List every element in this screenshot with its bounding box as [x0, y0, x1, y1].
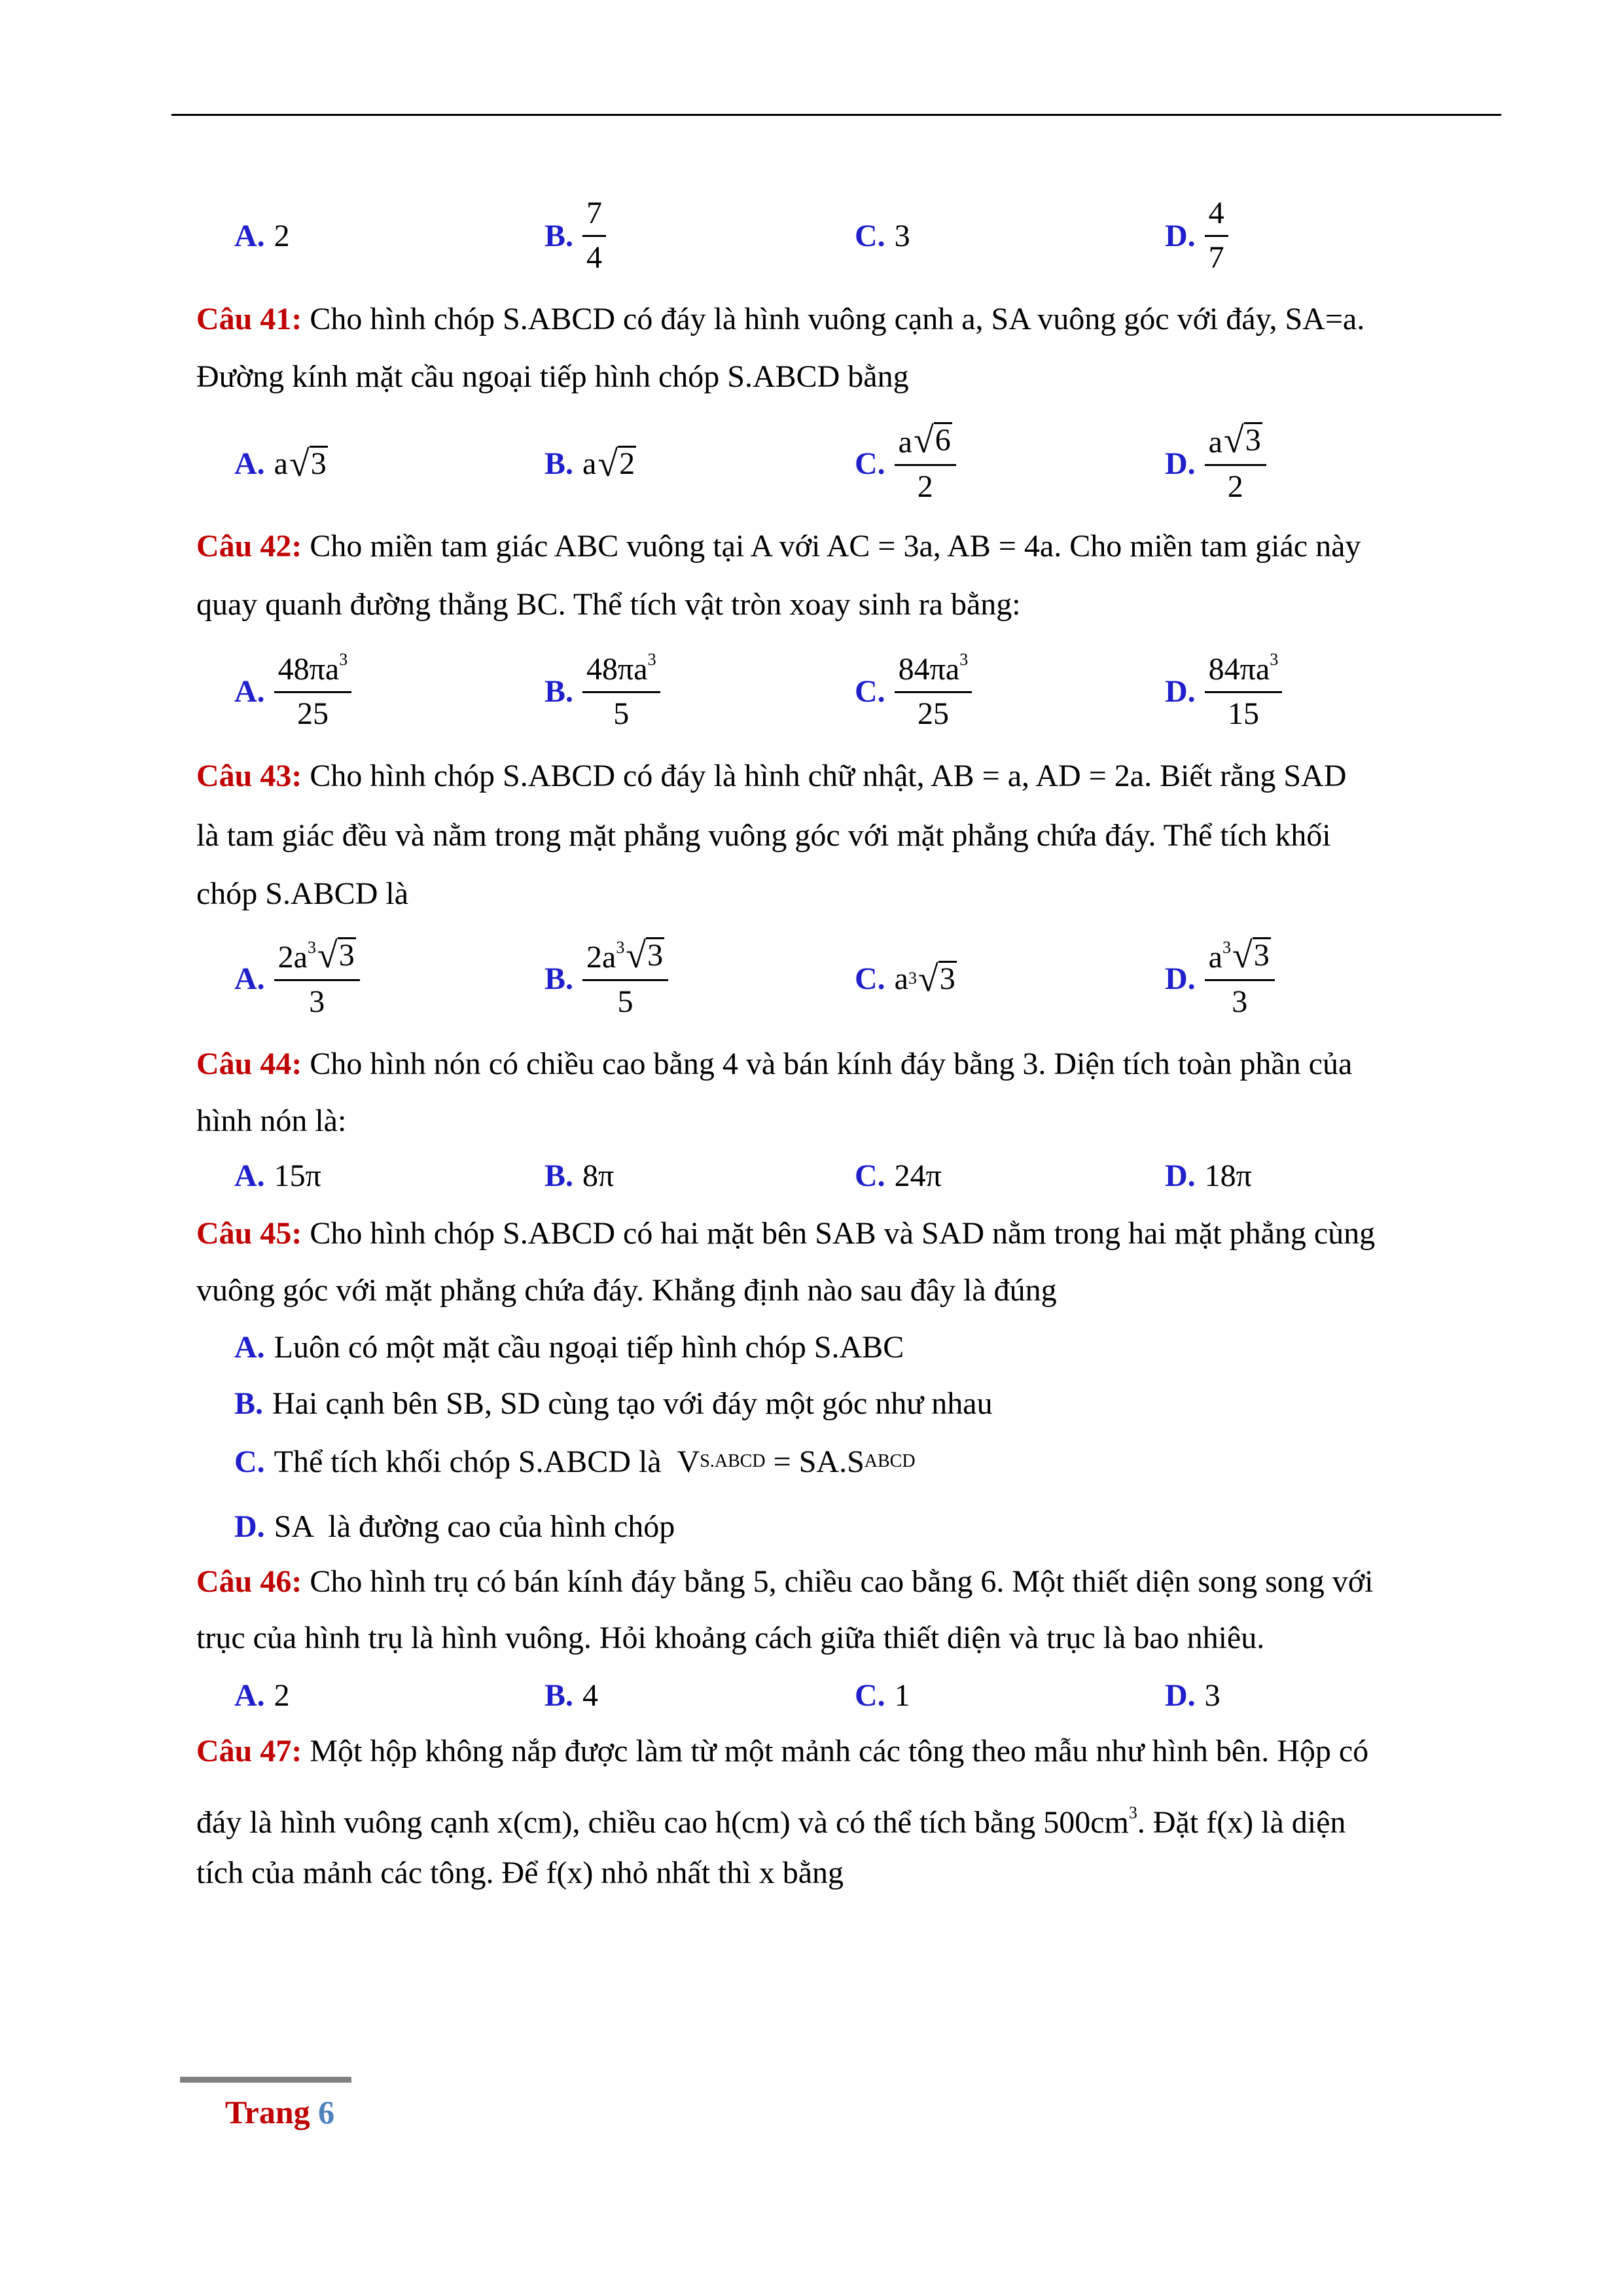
- q43-line-1: [196, 757, 1346, 796]
- sqrt: √ 2: [597, 444, 635, 485]
- option-label: D.: [1165, 1677, 1196, 1713]
- option-label: A.: [234, 1329, 265, 1365]
- q47-line-3: tích của mảnh các tông. Để f(x) nhỏ nhất thì x bằng: [196, 1856, 844, 1890]
- q42-option-d: [1165, 652, 1282, 730]
- option-value: 3: [894, 218, 910, 253]
- numerator: [582, 651, 660, 693]
- q45-option-b: [234, 1384, 993, 1423]
- math-expression: AC = 3a, AB = 4a: [826, 529, 1054, 564]
- option-label: A.: [234, 673, 265, 709]
- q41-option-c: [855, 420, 956, 504]
- option-label: B.: [544, 961, 574, 996]
- numerator: [274, 937, 360, 981]
- exponent: 3: [647, 650, 656, 670]
- fraction: [1205, 422, 1266, 505]
- question-text: Cho hình trụ có bán kính đáy bằng 5, chiều cao bằng 6. Một thiết diện song song với: [310, 1564, 1374, 1599]
- q46-option-c: [855, 1676, 910, 1715]
- option-value: 4: [582, 1677, 599, 1713]
- exponent: 3: [1222, 938, 1231, 958]
- option-label: D.: [1165, 961, 1196, 996]
- radicand: 3: [1245, 423, 1261, 458]
- denominator: 5: [617, 984, 633, 1019]
- option-label: B.: [544, 1158, 574, 1193]
- volume-symbol: V: [677, 1444, 700, 1479]
- option-label: A.: [234, 446, 265, 481]
- sqrt: √ 3: [918, 959, 955, 1000]
- question-text: Cho hình chóp S.ABCD có đáy là hình vuông cạnh a, SA vuông góc với đáy, SA=a.: [310, 302, 1365, 336]
- coefficient: a: [894, 961, 908, 996]
- denominator: 5: [613, 696, 630, 731]
- numerator: [895, 422, 956, 466]
- option-value: 18π: [1204, 1158, 1252, 1193]
- numerator: 4: [1205, 196, 1228, 237]
- radicand: 3: [310, 446, 327, 482]
- question-text: . Đặt f(x) là diện: [1137, 1805, 1346, 1840]
- option-value: 1: [894, 1677, 910, 1713]
- fraction: [1205, 651, 1283, 732]
- option-label: C.: [855, 961, 885, 996]
- q44-option-d: [1165, 1156, 1252, 1195]
- q44-option-c: [855, 1156, 942, 1195]
- numerator: [1205, 937, 1275, 981]
- question-number: Câu 42:: [196, 529, 302, 564]
- question-text: Một hộp không nắp được làm từ một mảnh các tông theo mẫu như hình bên. Hộp có: [310, 1734, 1369, 1768]
- page-word: Trang: [225, 2094, 310, 2130]
- sqrt: √ 3: [317, 935, 355, 977]
- option-label: C.: [855, 673, 885, 709]
- option-label: C.: [855, 1677, 885, 1713]
- q45-line-1: [196, 1214, 1375, 1253]
- q46-line-2: trục của hình trụ là hình vuông. Hỏi khoảng cách giữa thiết diện và trục là bao nhiêu.: [196, 1621, 1265, 1655]
- denominator: 15: [1227, 696, 1259, 731]
- question-number: Câu 45:: [196, 1216, 302, 1251]
- q46-option-a: [234, 1676, 290, 1715]
- question-number: Câu 44:: [196, 1047, 302, 1081]
- option-label: A.: [234, 1158, 265, 1193]
- q45-option-c: [234, 1442, 916, 1481]
- numerator: [1205, 422, 1266, 466]
- coefficient: a: [582, 446, 597, 481]
- numerator-base: 48πa: [586, 652, 648, 687]
- option-label: B.: [544, 673, 574, 709]
- option-label: A.: [234, 218, 265, 253]
- option-label: D.: [1165, 1158, 1196, 1193]
- denominator: 2: [1227, 469, 1243, 504]
- subscript: S.ABCD: [700, 1451, 766, 1471]
- q41-line-1: [196, 300, 1364, 339]
- fraction: [895, 422, 956, 505]
- q40-option-a: [234, 196, 290, 275]
- option-value: 24π: [894, 1158, 942, 1193]
- q43-option-b: [544, 935, 668, 1019]
- question-text: . Cho miền tam giác này: [1054, 529, 1361, 564]
- question-text: Cho miền tam giác ABC vuông tại A với: [310, 529, 821, 564]
- q41-option-a: [234, 424, 328, 503]
- q43-option-c: [855, 939, 957, 1018]
- exponent: 3: [339, 650, 348, 670]
- question-text: đáy là hình vuông cạnh x(cm), chiều cao h(cm) và có thể tích bằng: [196, 1805, 1036, 1840]
- numerator: 7: [582, 196, 606, 237]
- option-text: Luôn có một mặt cầu ngoại tiếp hình chóp S.ABC: [274, 1329, 904, 1365]
- subscript: ABCD: [864, 1451, 916, 1471]
- q45-line-2: vuông góc với mặt phẳng chứa đáy. Khẳng định nào sau đây là đúng: [196, 1273, 1057, 1308]
- option-label: C.: [855, 218, 885, 253]
- q47-line-1: [196, 1732, 1368, 1771]
- fraction: [582, 937, 668, 1020]
- option-label: D.: [1165, 446, 1196, 481]
- q43-option-a: [234, 935, 360, 1019]
- radicand: 2: [619, 446, 635, 482]
- option-value: 2: [274, 218, 290, 253]
- q44-option-a: [234, 1156, 321, 1195]
- volume-value: 500cm: [1043, 1805, 1129, 1840]
- denominator: 25: [917, 696, 949, 731]
- page-number: 6: [318, 2094, 335, 2130]
- exponent: 3: [1128, 1803, 1137, 1822]
- option-label: B.: [544, 1677, 574, 1713]
- page-footer: [225, 2093, 334, 2131]
- math-expression: AB = a, AD = 2a: [930, 759, 1145, 793]
- q46-option-b: [544, 1676, 598, 1715]
- radicand: 6: [935, 423, 951, 458]
- q41-line-2: Đường kính mặt cầu ngoại tiếp hình chóp S.ABCD bằng: [196, 359, 909, 394]
- header-rule: [171, 114, 1501, 116]
- numerator-base: 48πa: [277, 652, 340, 687]
- option-label: B.: [234, 1386, 264, 1421]
- fraction: [1205, 196, 1228, 276]
- q46-option-d: [1165, 1676, 1221, 1715]
- coefficient: a: [1208, 940, 1222, 975]
- q43-line-2: là tam giác đều và nằm trong mặt phẳng vuông góc với mặt phẳng chứa đáy. Thể tích khối: [196, 818, 1331, 853]
- option-label: C.: [855, 1158, 885, 1193]
- question-number: Câu 43:: [196, 759, 302, 793]
- fraction: [274, 651, 352, 732]
- numerator: [895, 651, 972, 693]
- option-label: A.: [234, 1677, 265, 1713]
- coefficient: a: [274, 446, 288, 481]
- q40-option-b: [544, 196, 606, 275]
- sqrt: √ 3: [1232, 935, 1270, 977]
- coefficient: a: [1208, 425, 1222, 460]
- option-value: 3: [1204, 1677, 1221, 1713]
- fraction: [895, 651, 972, 732]
- sqrt: √ 3: [626, 935, 664, 977]
- exponent: 3: [1270, 650, 1279, 670]
- denominator: 3: [1232, 984, 1248, 1019]
- exponent: 3: [959, 650, 969, 670]
- q42-option-c: [855, 652, 972, 730]
- exponent: 3: [616, 938, 625, 958]
- fraction: [582, 196, 606, 276]
- numerator: [274, 651, 352, 693]
- denominator: 2: [917, 469, 933, 504]
- question-number: Câu 47:: [196, 1734, 302, 1768]
- denominator: 4: [586, 240, 603, 275]
- denominator: 7: [1208, 240, 1224, 275]
- q43-line-3: chóp S.ABCD là: [196, 876, 408, 911]
- numerator: [582, 937, 668, 981]
- q44-line-2: hình nón là:: [196, 1103, 347, 1138]
- option-label: D.: [234, 1509, 265, 1544]
- coefficient: 2a: [586, 940, 616, 975]
- exponent: 3: [908, 969, 917, 988]
- radicand: 3: [1253, 938, 1270, 973]
- coefficient: a: [898, 425, 912, 460]
- denominator: 25: [296, 696, 329, 731]
- fraction: [1205, 937, 1275, 1020]
- question-text: . Biết rằng SAD: [1144, 759, 1347, 793]
- numerator-base: 84πa: [898, 652, 960, 687]
- q42-line-2: quay quanh đường thẳng BC. Thể tích vật tròn xoay sinh ra bằng:: [196, 587, 1021, 622]
- question-text: Cho hình nón có chiều cao bằng 4 và bán kính đáy bằng 3. Diện tích toàn phần của: [310, 1047, 1353, 1081]
- q45-option-d: [234, 1507, 675, 1546]
- question-number: Câu 46:: [196, 1564, 302, 1599]
- q40-option-c: [855, 196, 910, 275]
- radicand: 3: [338, 938, 355, 973]
- option-label: D.: [1165, 218, 1196, 253]
- q40-option-d: [1165, 196, 1228, 275]
- exponent: 3: [307, 938, 316, 958]
- denominator: 3: [309, 984, 325, 1019]
- q46-line-1: [196, 1562, 1373, 1602]
- fraction: [274, 937, 360, 1020]
- q42-option-a: [234, 652, 351, 730]
- q41-option-d: [1165, 420, 1266, 504]
- math-expression: = SA.S: [773, 1444, 865, 1479]
- q43-option-d: [1165, 935, 1275, 1019]
- option-text: Thể tích khối chóp S.ABCD là: [274, 1444, 662, 1479]
- coefficient: 2a: [277, 940, 308, 975]
- question-number: Câu 41:: [196, 302, 302, 336]
- option-label: B.: [544, 218, 574, 253]
- option-label: D.: [1165, 673, 1196, 709]
- footer-rule: [180, 2077, 351, 2083]
- question-text: Cho hình chóp S.ABCD có đáy là hình chữ nhật,: [310, 759, 925, 793]
- q41-option-b: [544, 424, 636, 503]
- question-text: Cho hình chóp S.ABCD có hai mặt bên SAB và SAD nằm trong hai mặt phẳng cùng: [310, 1216, 1376, 1251]
- sqrt: √ 3: [289, 444, 327, 485]
- sqrt: √ 3: [1223, 420, 1261, 461]
- numerator-base: 84πa: [1208, 652, 1270, 687]
- q44-line-1: [196, 1045, 1352, 1084]
- sqrt: √ 6: [913, 420, 951, 461]
- option-label: C.: [234, 1444, 265, 1479]
- option-label: A.: [234, 961, 265, 996]
- fraction: [582, 651, 660, 732]
- q42-option-b: [544, 652, 660, 730]
- option-value: 15π: [274, 1158, 321, 1193]
- q42-line-1: [196, 527, 1361, 566]
- q45-option-a: [234, 1327, 904, 1367]
- option-value: 8π: [582, 1158, 615, 1193]
- q44-option-b: [544, 1156, 614, 1195]
- option-value: 2: [274, 1677, 290, 1713]
- radicand: 3: [647, 938, 664, 973]
- option-label: B.: [544, 446, 574, 481]
- numerator: [1205, 651, 1283, 693]
- option-label: C.: [855, 446, 885, 481]
- option-text: Hai cạnh bên SB, SD cùng tạo với đáy một góc như nhau: [272, 1386, 993, 1421]
- radicand: 3: [939, 961, 955, 997]
- option-text: SA là đường cao của hình chóp: [274, 1509, 675, 1544]
- q47-line-2: [196, 1793, 1346, 1842]
